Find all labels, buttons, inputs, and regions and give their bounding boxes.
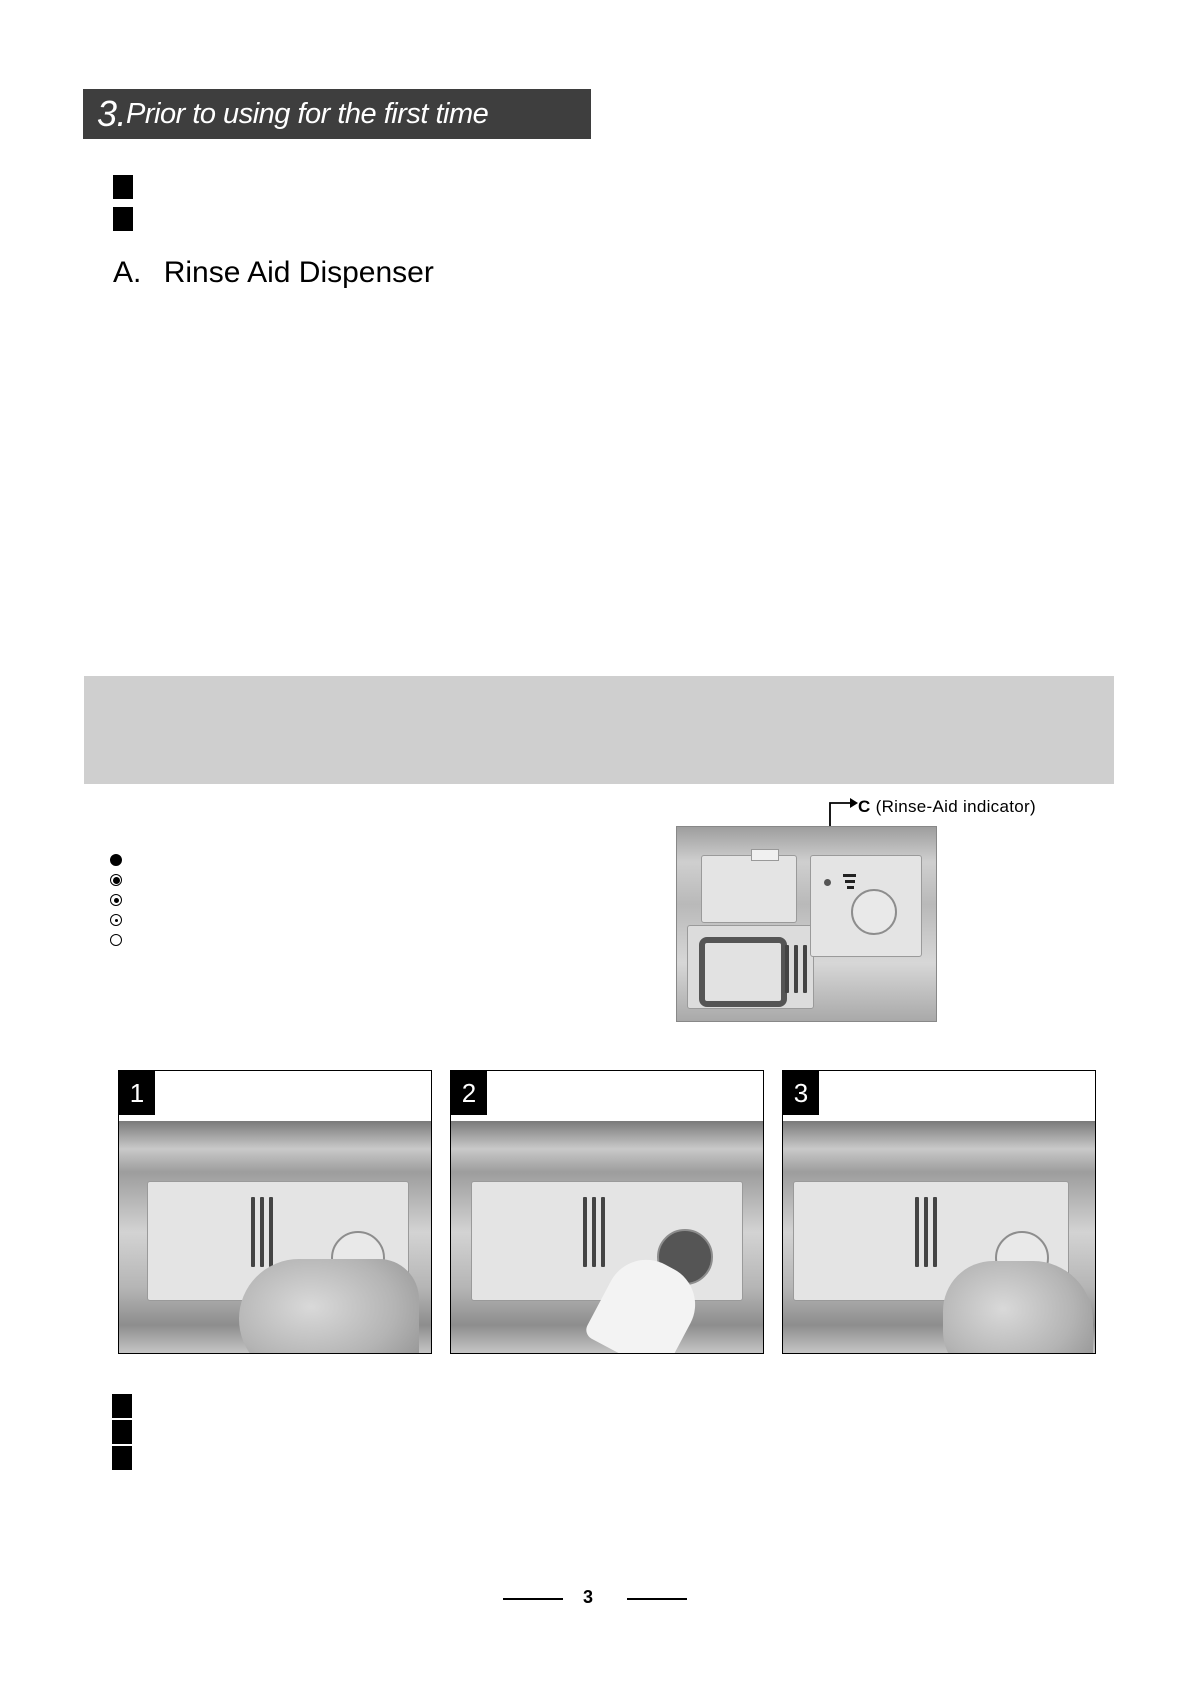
bullet-square [113, 175, 133, 199]
step-1-photo [119, 1121, 431, 1353]
section-number: 3. [97, 93, 127, 134]
subsection-title: Rinse Aid Dispenser [163, 256, 434, 289]
dot-empty-icon [110, 934, 122, 946]
footer-rule-left [503, 1598, 563, 1600]
section-header [83, 89, 591, 139]
indicator-description: (Rinse-Aid indicator) [875, 797, 1036, 816]
step-3-photo [783, 1121, 1095, 1353]
step-1-panel [118, 1070, 432, 1354]
dot-quarter-icon [110, 914, 122, 926]
dispenser-photo [676, 826, 937, 1022]
indicator-letter: C [858, 797, 871, 816]
dot-half-icon [110, 894, 122, 906]
subsection-heading [113, 256, 434, 290]
step-number: 3 [783, 1071, 819, 1115]
indicator-dots [110, 854, 122, 946]
dot-full-icon [110, 854, 122, 866]
bullet-square [113, 207, 133, 231]
subsection-letter: A. [113, 256, 142, 289]
bullet-square [112, 1446, 132, 1470]
step-2-panel [450, 1070, 764, 1354]
footer-rule-right [627, 1598, 687, 1600]
dot-three-quarter-icon [110, 874, 122, 886]
page-number: 3 [583, 1587, 594, 1607]
indicator-label [858, 797, 1036, 817]
section-title: Prior to using for the first time [126, 97, 489, 130]
step-2-photo [451, 1121, 763, 1353]
step-3-panel [782, 1070, 1096, 1354]
step-number: 1 [119, 1071, 155, 1115]
bullet-square [112, 1420, 132, 1444]
bullet-square [112, 1394, 132, 1418]
step-number: 2 [451, 1071, 487, 1115]
note-band [84, 676, 1114, 784]
